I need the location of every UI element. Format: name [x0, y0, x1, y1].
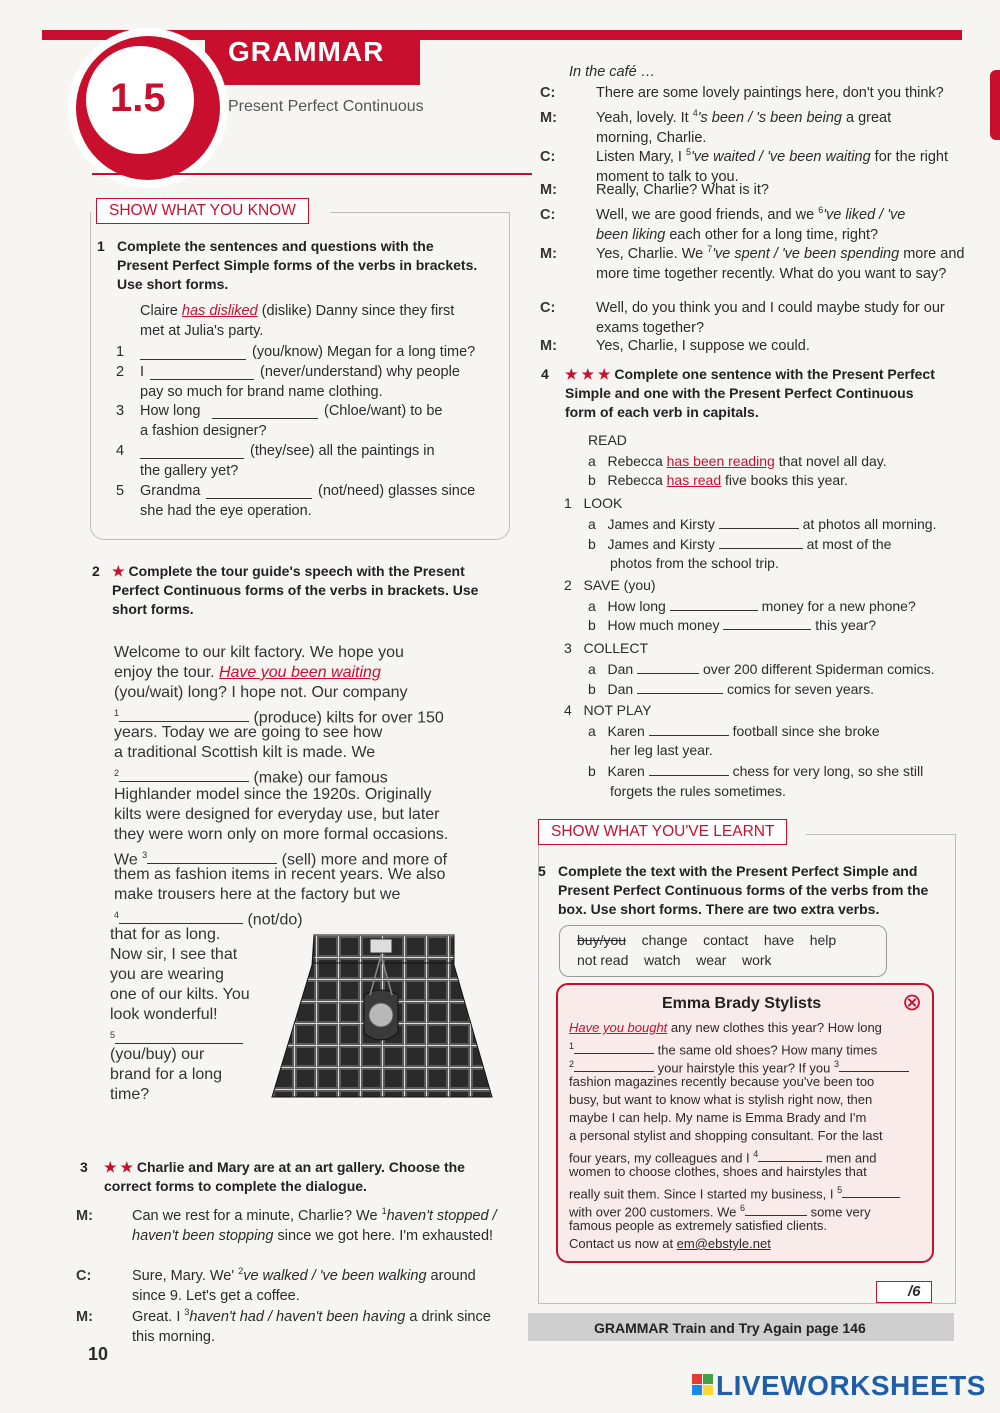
ex2-line: a traditional Scottish kilt is made. We [114, 744, 376, 761]
ex2-line: you are wearing [110, 966, 224, 983]
ex3-dialogue-line: M: Can we rest for a minute, Charlie? We $^1$haven't stopped / haven't been stopping since we got here. I'm exhausted! [76, 1206, 497, 1244]
ex1-example-cont: met at Julia's party. [140, 323, 264, 339]
ex4-item: b Karen chess for very long, so she still [588, 763, 924, 779]
word-box-item: wear [696, 952, 727, 968]
page-number: 10 [88, 1344, 109, 1364]
page-subtitle: Present Perfect Continuous [228, 98, 424, 115]
logo-icon: ⊗ [902, 989, 923, 1016]
cafe-line: C: Well, we are good friends, and we $^6$'ve liked / 've been liking each other for a long time, right? [540, 205, 906, 243]
card-line: really suit them. Since I started my business, I $^5$ [569, 1181, 900, 1203]
ex2-gap-5: 5 [110, 1025, 243, 1050]
score-text: /6 [908, 1283, 921, 1300]
ex4-example-a: a Rebecca has been reading that novel all day. [588, 453, 887, 469]
watermark: LIVEWORKSHEETS [716, 1370, 986, 1401]
ex1-example: Claire has disliked (dislike) Danny since they first [140, 303, 455, 319]
word-box-item: buy/you [577, 932, 627, 948]
card-line: famous people as extremely satisfied clients. [569, 1218, 827, 1233]
ex2-line: brand for a long [110, 1066, 223, 1083]
cafe-line: C: Well, do you think you and I could maybe study for our exams together? [540, 300, 945, 336]
ex2-line: Welcome to our kilt factory. We hope you [114, 644, 404, 661]
ex4-item: b How much money this year? [588, 617, 876, 633]
liveworksheets-logo-icon [692, 1374, 714, 1396]
svwk-label: SHOW WHAT YOU KNOW [96, 198, 309, 224]
star-icon: ★ ★ [104, 1159, 133, 1175]
ex4-group-verb: 2 SAVE (you) [564, 577, 656, 593]
card-line: with over 200 customers. We $^6$ some very [569, 1203, 871, 1220]
cafe-line: M: Really, Charlie? What is it? [540, 182, 769, 198]
ex1-blank-5[interactable] [206, 485, 312, 499]
word-box-item: contact [703, 932, 749, 948]
star-icon: ★ ★ ★ [565, 366, 611, 382]
card-line: women to choose clothes, shoes and hairstyles that [569, 1164, 867, 1179]
cafe-line: M: Yeah, lovely. It $^4$'s been / 's been being a great morning, Charlie. [540, 108, 892, 146]
word-box-item: help [809, 932, 837, 948]
card-line: four years, my colleagues and I $^4$ men and [569, 1149, 877, 1166]
card-line: busy, but want to know what is stylish right now, then [569, 1092, 873, 1107]
cafe-line: M: Yes, Charlie, I suppose we could. [540, 338, 810, 354]
star-icon: ★ [112, 563, 125, 579]
page-title: GRAMMAR [228, 36, 385, 67]
word-box-item: watch [643, 952, 681, 968]
swyl-label: SHOW WHAT YOU'VE LEARNT [538, 819, 787, 845]
ex1-blank-1[interactable] [140, 346, 246, 360]
ex4-example-b: b Rebecca has read five books this year. [588, 472, 848, 488]
ex2-line: kilts were designed for everyday use, but later [114, 806, 440, 823]
ex4-item: a Karen football since she broke [588, 723, 880, 739]
word-box-item: have [763, 932, 795, 948]
ex4-example-verb: READ [588, 432, 627, 448]
cafe-line: C: There are some lovely paintings here, don't you think? [540, 85, 944, 101]
ex2-line: one of our kilts. You [110, 986, 250, 1003]
card-line: $^2$ your hairstyle this year? If you $^3$ [569, 1055, 909, 1077]
ex2-gap-3: We $^3$ (sell) more and more of [114, 850, 448, 869]
ex2-line: enjoy the tour. Have you been waiting [114, 664, 381, 681]
card-title: Emma Brady Stylists [662, 995, 822, 1012]
ex2-gap-1: $^1$ (produce) kilts for over 150 [114, 708, 444, 727]
ex4-item-cont: forgets the rules sometimes. [610, 783, 786, 799]
word-box-row [577, 930, 836, 950]
ex2-line: look wonderful! [110, 1006, 218, 1023]
ex2-line: (you/wait) long? I hope not. Our company [114, 684, 408, 701]
ex2-line: (you/buy) our [110, 1046, 205, 1063]
score-box [876, 1281, 932, 1303]
ex2-line: time? [110, 1086, 150, 1103]
card-line: Contact us now at em@ebstyle.net [569, 1236, 771, 1251]
cafe-line: C: Listen Mary, I $^5$'ve waited / 've been waiting for the right moment to talk to you. [540, 147, 949, 185]
ex1-instruction: 1 Complete the sentences and questions with the Present Perfect Simple forms of the verbs in brackets. Use short forms. [97, 238, 478, 292]
card-line: $^1$ the same old shoes? How many times [569, 1041, 878, 1058]
ex2-line: Highlander model since the 1920s. Originally [114, 786, 432, 803]
ex4-item: a James and Kirsty at photos all morning. [588, 516, 937, 532]
card-line: maybe I can help. My name is Emma Brady and I'm [569, 1110, 867, 1125]
ex2-gap-2: $^2$ (make) our famous [114, 768, 388, 787]
ex3-instruction: 3 ★ ★ Charlie and Mary are at an art gallery. Choose the correct forms to complete the dialogue. [80, 1159, 465, 1194]
ex4-item-cont: her leg last year. [610, 742, 713, 758]
ex4-group-verb: 3 COLLECT [564, 640, 649, 656]
ex4-group-verb: 4 NOT PLAY [564, 702, 652, 718]
ex3-dialogue-line: C: Sure, Mary. We' $^2$ve walked / 've been walking around since 9. Let's get a coffee. [76, 1266, 476, 1304]
ex4-item-cont: photos from the school trip. [610, 555, 779, 571]
kilt-image [262, 925, 502, 1105]
word-box-row [577, 950, 772, 970]
ex4-instruction: 4 ★ ★ ★ Complete one sentence with the Present Perfect Simple and one with the Present Perfect Continuous form of each verb in capitals. [541, 366, 935, 420]
word-box-item: not read [577, 952, 629, 968]
unit-number: 1.5 [110, 76, 166, 120]
ex2-line: that for as long. [110, 926, 221, 943]
ex2-line: years. Today we are going to see how [114, 724, 383, 741]
cafe-line: M: Yes, Charlie. We $^7$'ve spent / 've been spending more and more time together recently. What do you want to say? [540, 244, 965, 282]
cafe-heading: In the café … [569, 64, 656, 80]
card-line: Have you bought any new clothes this year? How long [569, 1020, 882, 1035]
ex5-instruction: 5 Complete the text with the Present Perfect Simple and Present Perfect Continuous forms of the verbs from the box. Use short forms. There are two extra verbs. [538, 863, 929, 917]
ex4-item: b Dan comics for seven years. [588, 681, 874, 697]
ex2-line: they were worn only on more formal occasions. [114, 826, 449, 843]
ex1-blank-4[interactable] [140, 445, 244, 459]
ex1-blank-3[interactable] [212, 405, 318, 419]
ex2-instruction: 2 ★ Complete the tour guide's speech with the Present Perfect Continuous forms of the verbs in brackets. Use short forms. [92, 563, 479, 617]
word-box-item: change [641, 932, 688, 948]
word-box-item: work [742, 952, 772, 968]
ex1-blank-2[interactable] [150, 366, 254, 380]
ex2-gap-4: $^4$ (not/do) [114, 910, 303, 929]
edge-tab [990, 70, 1000, 140]
ex4-group-verb: 1 LOOK [564, 495, 623, 511]
ex4-item: b James and Kirsty at most of the [588, 536, 892, 552]
ex3-dialogue-line: M: Great. I $^3$haven't had / haven't been having a drink since this morning. [76, 1307, 491, 1345]
card-line: a personal stylist and shopping consultant. For the last [569, 1128, 883, 1143]
ex2-line: make trousers here at the factory but we [114, 886, 401, 903]
card-line: fashion magazines recently because you've been too [569, 1074, 875, 1089]
ex2-line: Now sir, I see that [110, 946, 238, 963]
ex4-item: a How long money for a new phone? [588, 598, 916, 614]
ex4-item: a Dan over 200 different Spiderman comics. [588, 661, 935, 677]
email-link[interactable]: em@ebstyle.net [676, 1236, 771, 1251]
footer-link[interactable]: GRAMMAR Train and Try Again page 146 [594, 1320, 866, 1336]
ex2-line: them as fashion items in recent years. We also [114, 866, 446, 883]
